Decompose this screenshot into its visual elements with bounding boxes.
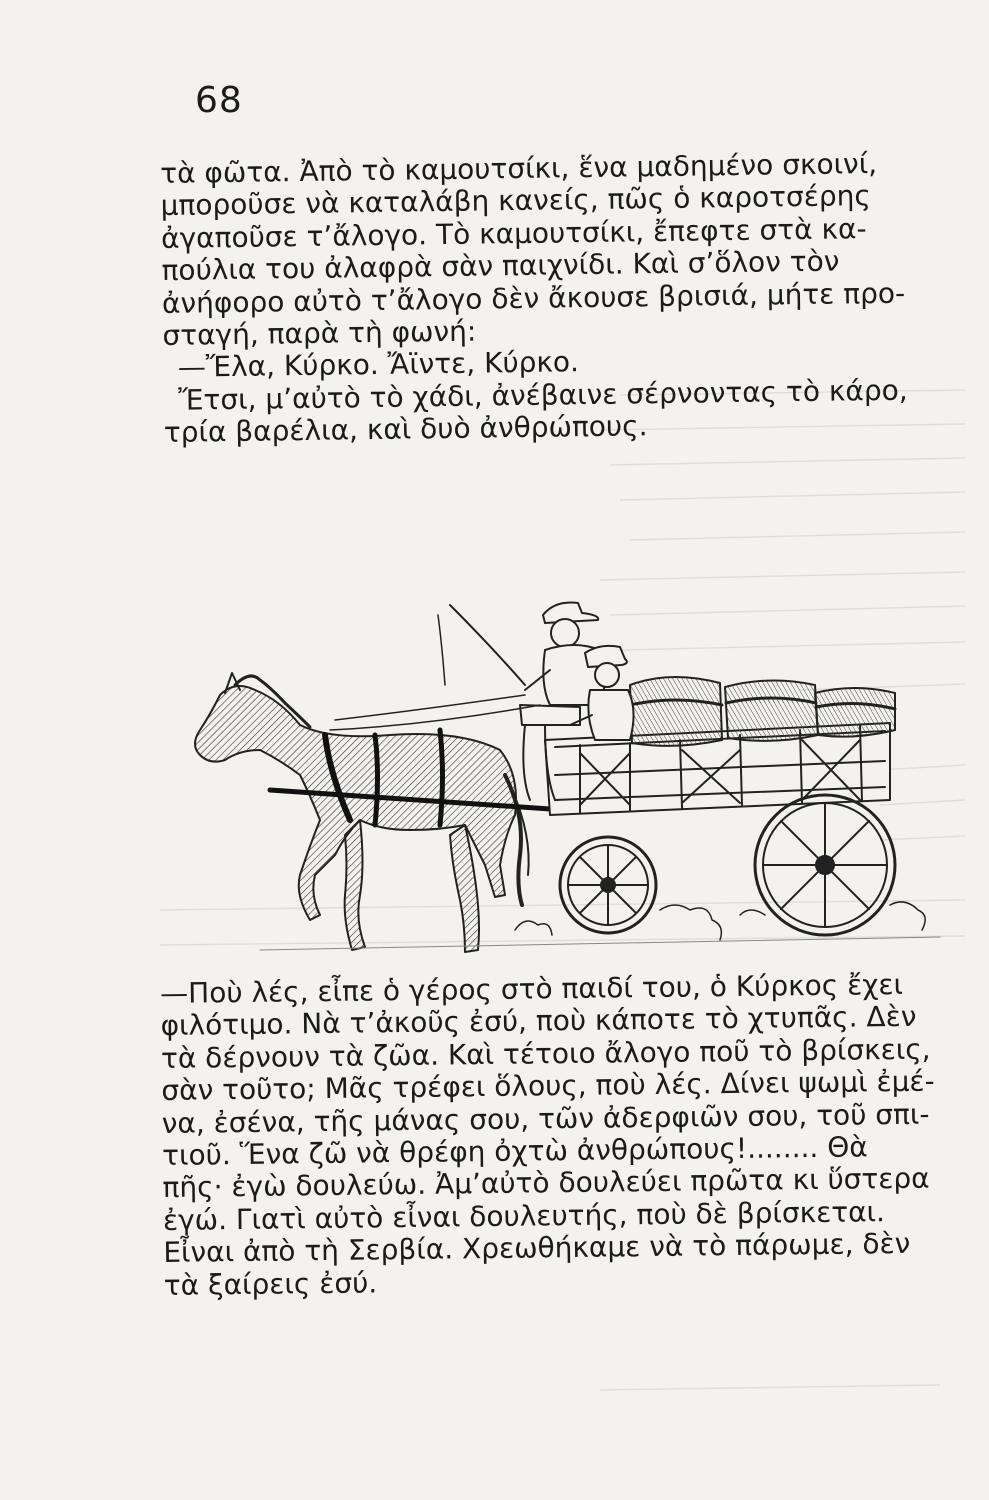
page-number: 68: [195, 80, 243, 121]
text-line: τὰ ξαίρεις ἐσύ.: [163, 1266, 378, 1302]
text-line: Εἶναι ἀπὸ τὴ Σερβία. Χρεωθήκαμε νὰ τὸ πάρωμε, δὲν: [163, 1227, 911, 1270]
text-line: τὰ φῶτα. Ἀπὸ τὸ καμουτσίκι, ἕνα μαδημένο σκοινί,: [159, 146, 878, 190]
text-line: να, ἐσένα, τῆς μάνας σου, τῶν ἀδερφιῶν σου, τοῦ σπι-: [161, 1097, 930, 1140]
text-line: ἐγώ. Γιατὶ αὐτὸ εἶναι δουλευτής, ποὺ δὲ βρίσκεται.: [162, 1195, 886, 1237]
text-line: πούλια του ἀλαφρὰ σὰν παιχνίδι. Καὶ σ’ὅλον τὸν: [161, 244, 840, 288]
paragraph-bottom: [160, 968, 964, 1302]
wheel-large: [755, 795, 895, 935]
text-line: —Ἔλα, Κύρκο. Ἄϊντε, Κύρκο.: [177, 345, 580, 385]
horse: [195, 686, 516, 952]
text-line: ἀνήφορο αὐτὸ τ’ἄλογο δὲν ἄκουσε βρισιά, μήτε προ-: [161, 276, 906, 320]
text-line: τὰ δέρνουν τὰ ζῶα. Καὶ τέτοιο ἄλογο ποῦ τὸ βρίσκεις,: [160, 1032, 931, 1075]
barrels: [630, 677, 895, 746]
text-line: μποροῦσε νὰ καταλάβη κανείς, πῶς ὁ καροτσέρης: [160, 179, 872, 223]
text-line: φιλότιμο. Νὰ τ’ἀκοῦς ἐσύ, ποὺ κάποτε τὸ χτυπᾶς. Δὲν: [160, 1000, 917, 1043]
text-line: σὰν τοῦτο; Μᾶς τρέφει ὅλους, ποὺ λές. Δίνει ψωμὶ ἐμέ-: [161, 1064, 935, 1108]
text-line: σταγή, παρὰ τὴ φωνή:: [162, 314, 477, 353]
wheel-small: [560, 837, 656, 933]
text-line: ἀγαποῦσε τ’ἄλογο. Τὸ καμουτσίκι, ἔπεφτε στὰ κα-: [160, 211, 867, 255]
text-line: πῆς· ἐγὼ δουλεύω. Ἀμ’αὐτὸ δουλεύει πρῶτα κι ὕστερα: [162, 1162, 930, 1205]
text-line: τρία βαρέλια, καὶ δυὸ ἀνθρώπους.: [163, 409, 648, 450]
paragraph-top: [160, 147, 964, 450]
text-line: Ἔτσι, μ’αὐτὸ τὸ χάδι, ἀνέβαινε σέρνοντας τὸ κάρο,: [178, 373, 908, 417]
text-line: τιοῦ. Ἕνα ζῶ νὰ θρέφη ὀχτὼ ἀνθρώπους!........ Θὰ: [161, 1130, 868, 1173]
whip: [450, 605, 525, 685]
text-line: —Ποὺ λές, εἶπε ὁ γέρος στὸ παιδί του, ὁ Κύρκος ἔχει: [159, 967, 904, 1010]
horse-cart-illustration: [160, 575, 950, 970]
